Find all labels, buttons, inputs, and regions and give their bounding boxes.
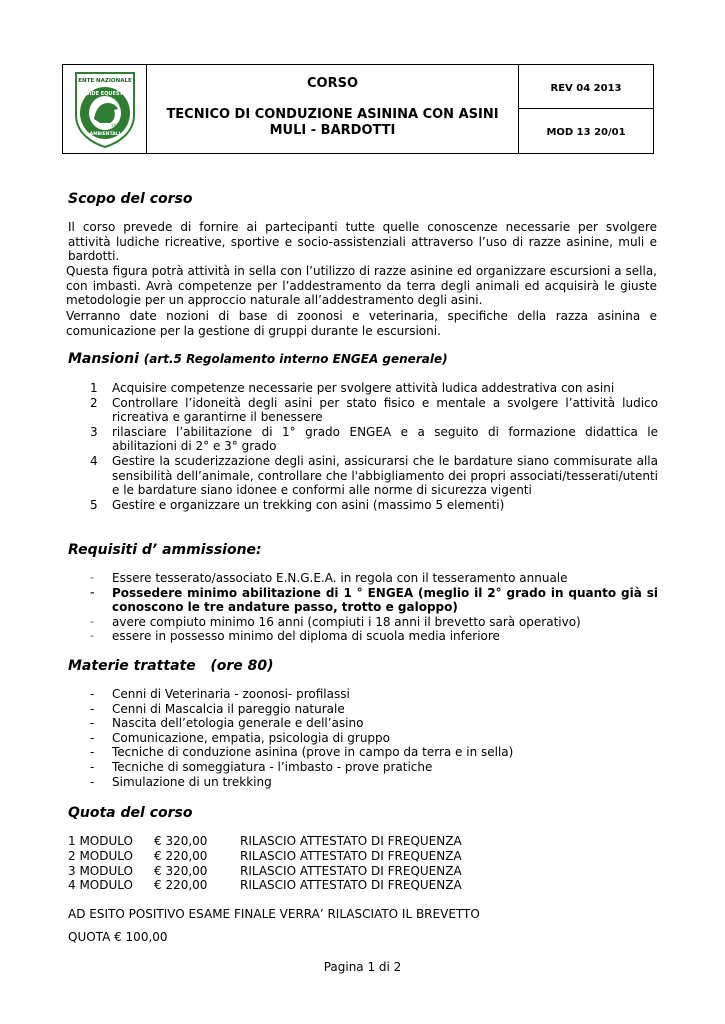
table-row — [68, 834, 462, 849]
module-code-text: MOD 13 20/01 — [546, 127, 626, 138]
revision-cell — [519, 65, 653, 109]
list-item — [86, 615, 658, 630]
dash-bullet: - — [90, 629, 94, 643]
quota-table — [68, 834, 462, 893]
list-text: Cenni di Veterinaria - zoonosi- profilassi — [112, 687, 350, 701]
list-item — [86, 586, 658, 615]
list-number: 3 — [90, 424, 98, 439]
list-text: avere compiuto minimo 16 anni (compiuti i 18 anni il brevetto sarà operativo) — [112, 614, 581, 629]
list-item — [86, 381, 658, 396]
modulo-cell: 2 MODULO — [68, 848, 133, 863]
dash-bullet: - — [90, 759, 95, 774]
scopo-heading: Scopo del corso — [68, 191, 193, 207]
list-text: Controllare l’idoneità degli asini per stato fisico e mentale a svolgere l’attività ludico ricreativa e garantirne il benessere — [112, 395, 658, 425]
list-item — [86, 731, 658, 746]
module-code-cell — [519, 109, 653, 153]
list-number: 4 — [90, 453, 98, 468]
course-title — [147, 107, 518, 139]
list-text: Cenni di Mascalcia il pareggio naturale — [112, 701, 345, 716]
list-text: Comunicazione, empatia, psicologia di gruppo — [112, 730, 390, 745]
dash-bullet: - — [90, 774, 95, 789]
list-text: essere in possesso minimo del diploma di scuola media inferiore — [112, 629, 500, 644]
modulo-cell: 3 MODULO — [68, 863, 133, 878]
revision-text: REV 04 2013 — [550, 83, 622, 94]
mansioni-list — [86, 381, 658, 512]
prezzo-cell: € 220,00 — [154, 878, 208, 893]
nota-cell: RILASCIO ATTESTATO DI FREQUENZA — [240, 863, 462, 878]
list-item — [86, 571, 658, 586]
quota-brevetto-text: QUOTA € 100,00 — [68, 930, 168, 944]
logo-text-bottom: AMBIENTALI — [89, 132, 121, 137]
requisiti-heading: Requisiti d’ ammissione: — [68, 542, 262, 558]
materie-heading: Materie trattate (ore 80) — [68, 658, 274, 674]
prezzo-cell: € 320,00 — [154, 834, 208, 848]
nota-cell: RILASCIO ATTESTATO DI FREQUENZA — [240, 848, 462, 863]
list-item — [86, 745, 658, 760]
quota-heading: Quota del corso — [68, 805, 193, 821]
document-header — [62, 64, 654, 154]
mansioni-title: Mansioni — [68, 351, 139, 367]
modulo-cell: 4 MODULO — [68, 878, 133, 893]
scopo-p2: Questa figura potrà attività in sella con l’utilizzo di razze asinine ed organizzare escursioni a sella, con imbasti. Avrà competenze per l’addestramento da terra degli animali ed acquisirà le giuste metodologie per un approccio naturale all’addestramento degli asini. — [66, 264, 657, 308]
table-row — [68, 849, 462, 864]
dash-bullet: - — [90, 730, 95, 745]
list-text: Possedere minimo abilitazione di 1 ° ENGEA (meglio il 2° grado in quanto già si conoscono le tre andature passo, trotto e galoppo) — [112, 585, 658, 615]
dash-bullet: - — [90, 585, 95, 599]
dash-bullet: - — [90, 614, 94, 628]
list-item — [86, 498, 658, 513]
dash-bullet: - — [90, 701, 95, 716]
scopo-p1-line2: attività ludiche ricreative, sportive e socio-assistenziali attraverso l’uso di razze asinine, muli e — [68, 234, 657, 249]
list-text: Tecniche di conduzione asinina (prove in campo da terra e in sella) — [112, 745, 514, 760]
list-number: 5 — [90, 497, 98, 512]
list-item — [86, 425, 658, 454]
course-title-line1: TECNICO DI CONDUZIONE ASININA CON ASINI — [166, 107, 499, 122]
dash-bullet: - — [90, 745, 95, 760]
nota-cell: RILASCIO ATTESTATO DI FREQUENZA — [240, 834, 462, 848]
scopo-p1-line3: bardotti. — [68, 249, 120, 264]
list-text: Gestire la scuderizzazione degli asini, assicurarsi che le bardature siano commisurate alla sensibilità dell’animale, controllare che l'abbigliamento dei propri associati/tesserati/utenti e le bardature siano idonee e conformi alle norme di sicurezza vigenti — [112, 453, 658, 498]
dash-bullet: - — [90, 716, 95, 731]
logo-year: 1977 — [110, 123, 122, 128]
list-item — [86, 716, 658, 731]
list-text: Nascita dell’etologia generale e dell’asino — [112, 716, 364, 731]
requisiti-list — [86, 571, 658, 644]
list-text: Acquisire competenze necessarie per svolgere attività ludica addestrativa con asini — [112, 381, 615, 395]
esito-text: AD ESITO POSITIVO ESAME FINALE VERRA’ RILASCIATO IL BREVETTO — [68, 907, 480, 921]
prezzo-cell: € 220,00 — [154, 848, 208, 863]
list-item — [86, 396, 658, 425]
list-item — [86, 687, 658, 702]
logo-cell — [63, 65, 147, 153]
logo-text-top: ENTE NAZIONALE — [78, 78, 132, 84]
list-number: 2 — [90, 395, 98, 410]
nota-cell: RILASCIO ATTESTATO DI FREQUENZA — [240, 878, 462, 893]
list-item — [86, 775, 658, 790]
mansioni-subtitle: (art.5 Regolamento interno ENGEA generale) — [143, 352, 448, 366]
list-text: Essere tesserato/associato E.N.G.E.A. in regola con il tesseramento annuale — [112, 571, 568, 585]
table-row — [68, 878, 462, 893]
list-text: Simulazione di un trekking — [112, 774, 272, 789]
list-text: rilasciare l’abilitazione di 1° grado ENGEA e a seguito di formazione didattica le abilitazioni di 2° e 3° grado — [112, 424, 658, 454]
scopo-paragraphs — [68, 220, 657, 264]
list-item — [86, 702, 658, 717]
scopo-p1-line1: Il corso prevede di fornire ai partecipanti tutte quelle conoscenze necessarie per svolgere — [68, 220, 657, 234]
dash-bullet: - — [90, 687, 95, 701]
table-row — [68, 864, 462, 879]
list-item — [86, 454, 658, 498]
list-text: Gestire e organizzare un trekking con asini (massimo 5 elementi) — [112, 497, 505, 512]
list-text: Tecniche di someggiatura - l’imbasto - prove pratiche — [112, 759, 433, 774]
list-number: 1 — [90, 381, 98, 395]
dash-bullet: - — [90, 571, 94, 584]
mansioni-heading — [68, 351, 448, 367]
logo-text-mid: GUIDE EQUESTRI — [81, 91, 129, 97]
prezzo-cell: € 320,00 — [154, 863, 208, 878]
title-cell — [147, 65, 519, 153]
list-item — [86, 629, 658, 644]
engea-logo-icon — [72, 69, 138, 149]
materie-list — [86, 687, 658, 789]
course-label: CORSO — [306, 76, 359, 91]
scopo-p3: Verranno date nozioni di base di zoonosi e veterinaria, specifiche della razza asinina e comunicazione per la gestione di gruppi durante le escursioni. — [66, 309, 657, 338]
page-number: Pagina 1 di 2 — [323, 960, 402, 974]
course-title-line2: MULI - BARDOTTI — [269, 123, 396, 138]
list-item — [86, 760, 658, 775]
modulo-cell: 1 MODULO — [68, 834, 133, 848]
